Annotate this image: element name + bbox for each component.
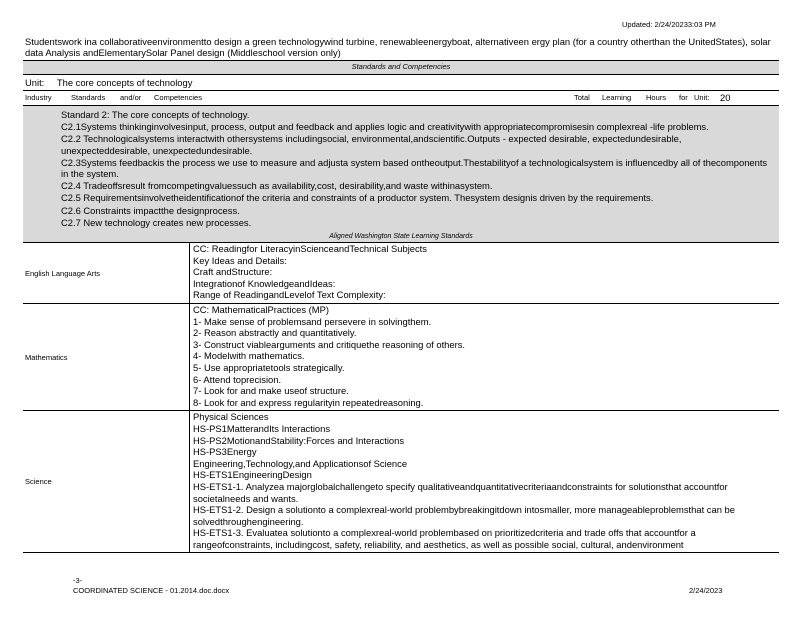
document-body xyxy=(23,36,779,553)
standards-label: Standards xyxy=(71,93,106,102)
standard-item: C2.2 Technologicalsystems interactwith othersystems includingsocial, environmental,andscientific.Outputs - expected desirable, expectedundesirable, unexpecteddesirable, unexpectedundesirable. xyxy=(61,133,682,156)
footer-date: 2/24/2023 xyxy=(689,586,723,595)
standard-item: C2.4 Tradeoffsresult fromcompetingvaluessuch as availability,cost, desirability,and waste withinasystem. xyxy=(61,180,493,192)
standards-competencies-bar: Standards and Competencies xyxy=(23,60,779,75)
learning-hours-value: 20 xyxy=(720,92,731,103)
table-row xyxy=(23,243,779,304)
page-number: -3- xyxy=(73,576,83,585)
competencies-label: Competencies xyxy=(154,93,202,102)
unit-hours-label: Unit: xyxy=(694,93,710,102)
unit-value: The core concepts of technology xyxy=(56,77,193,88)
standard-item: C2.6 Constraints impactthe designprocess. xyxy=(61,204,240,216)
standard-item: Standard 2: The core concepts of technology. xyxy=(61,109,250,120)
industry-label: Industry xyxy=(25,93,52,102)
updated-timestamp: Updated: 2/24/20233:03 PM xyxy=(622,20,716,29)
science-standards-cell: Physical Sciences HS-PS1MatterandIts Interactions HS-PS2MotionandStability:Forces and Interactions HS-PS3Energy Engineering,Technology,and Applicationsof Science HS-ETS1EngineeringDesign HS-ETS1-1. Analyzea majorglobalchallengeto specify qualitativeandquantitativecriteriaandconstraints for solutionsthat accountfor societalneeds and wants. HS-ETS1-2. Design a solutionto a complexreal-world problembybreakingitdown intosmaller, more manageableproblemsthat can be solvedthroughengineering. HS-ETS1-3. Evaluatea solutionto a complexreal-world problembased on prioritizedcriteria and trade offs that accountfor a rangeofconstraints, includingcost, safety, reliability, and aesthetics, as well as possible social, cultural, andenvironment xyxy=(190,411,780,553)
intro-paragraph: Studentswork ina collaborativeenvironmentto design a green technologywind turbine, renewableenergyboat, alternativeen ergy plan (for a country otherthan the UnitedStates), solar data Analysis andElementarySolar Panel design (Middleschool version only) xyxy=(25,36,771,58)
aligned-standards-bar: Aligned Washington State Learning Standards xyxy=(23,231,779,242)
unit-row xyxy=(23,75,779,91)
subjects-table xyxy=(23,242,779,553)
total-label: Total xyxy=(574,93,590,102)
subject-mathematics: Mathematics xyxy=(23,304,190,411)
standard-item: C2.1Systems thinkinginvolvesinput, process, output and feedback and applies logic and creativitywith appropriatecompromisesin complexreal -life problems. xyxy=(61,121,709,133)
industry-row xyxy=(23,91,779,106)
standards-list xyxy=(23,109,779,228)
footer-filename: COORDINATED SCIENCE - 01.2014.doc.docx xyxy=(73,586,230,595)
english-standards-cell: CC: Readingfor LiteracyinScienceandTechnical Subjects Key Ideas and Details: Craft andStructure: Integrationof KnowledgeandIdeas: Range of ReadingandLevelof Text Complexity: xyxy=(190,243,780,304)
standard-item: C2.7 New technology creates new processes. xyxy=(61,216,252,228)
subject-science: Science xyxy=(23,411,190,553)
standards-list-block xyxy=(23,106,779,231)
for-label: for xyxy=(679,93,688,102)
learning-label: Learning xyxy=(602,93,632,102)
subject-english: English Language Arts xyxy=(23,243,190,304)
standard-item: C2.5 Requirementsinvolvetheidentificationof the criteria and constraints of a productor system. Thesystem designis driven by the requirements. xyxy=(61,192,654,204)
standard-item: C2.3Systems feedbackis the process we use to measure and adjusta system based ontheoutput.Thestabilityof a technologicalsystem is influencedby all of thecomponents in the system. xyxy=(61,156,768,180)
table-row xyxy=(23,304,779,411)
hours-label: Hours xyxy=(646,93,667,102)
math-standards-cell: CC: MathematicalPractices (MP) 1- Make sense of problemsand persevere in solvingthem. 2- Reason abstractly and quantitatively. 3- Construct viablearguments and critiquethe reasoning of others. 4- Modelwith mathematics. 5- Use appropriatetools strategically. 6- Attend toprecision. 7- Look for and make useof structure. 8- Look for and express regularityin repeatedreasoning. xyxy=(190,304,780,411)
table-row xyxy=(23,411,779,553)
unit-label: Unit: xyxy=(25,77,45,88)
andor-label: and/or xyxy=(120,93,142,102)
